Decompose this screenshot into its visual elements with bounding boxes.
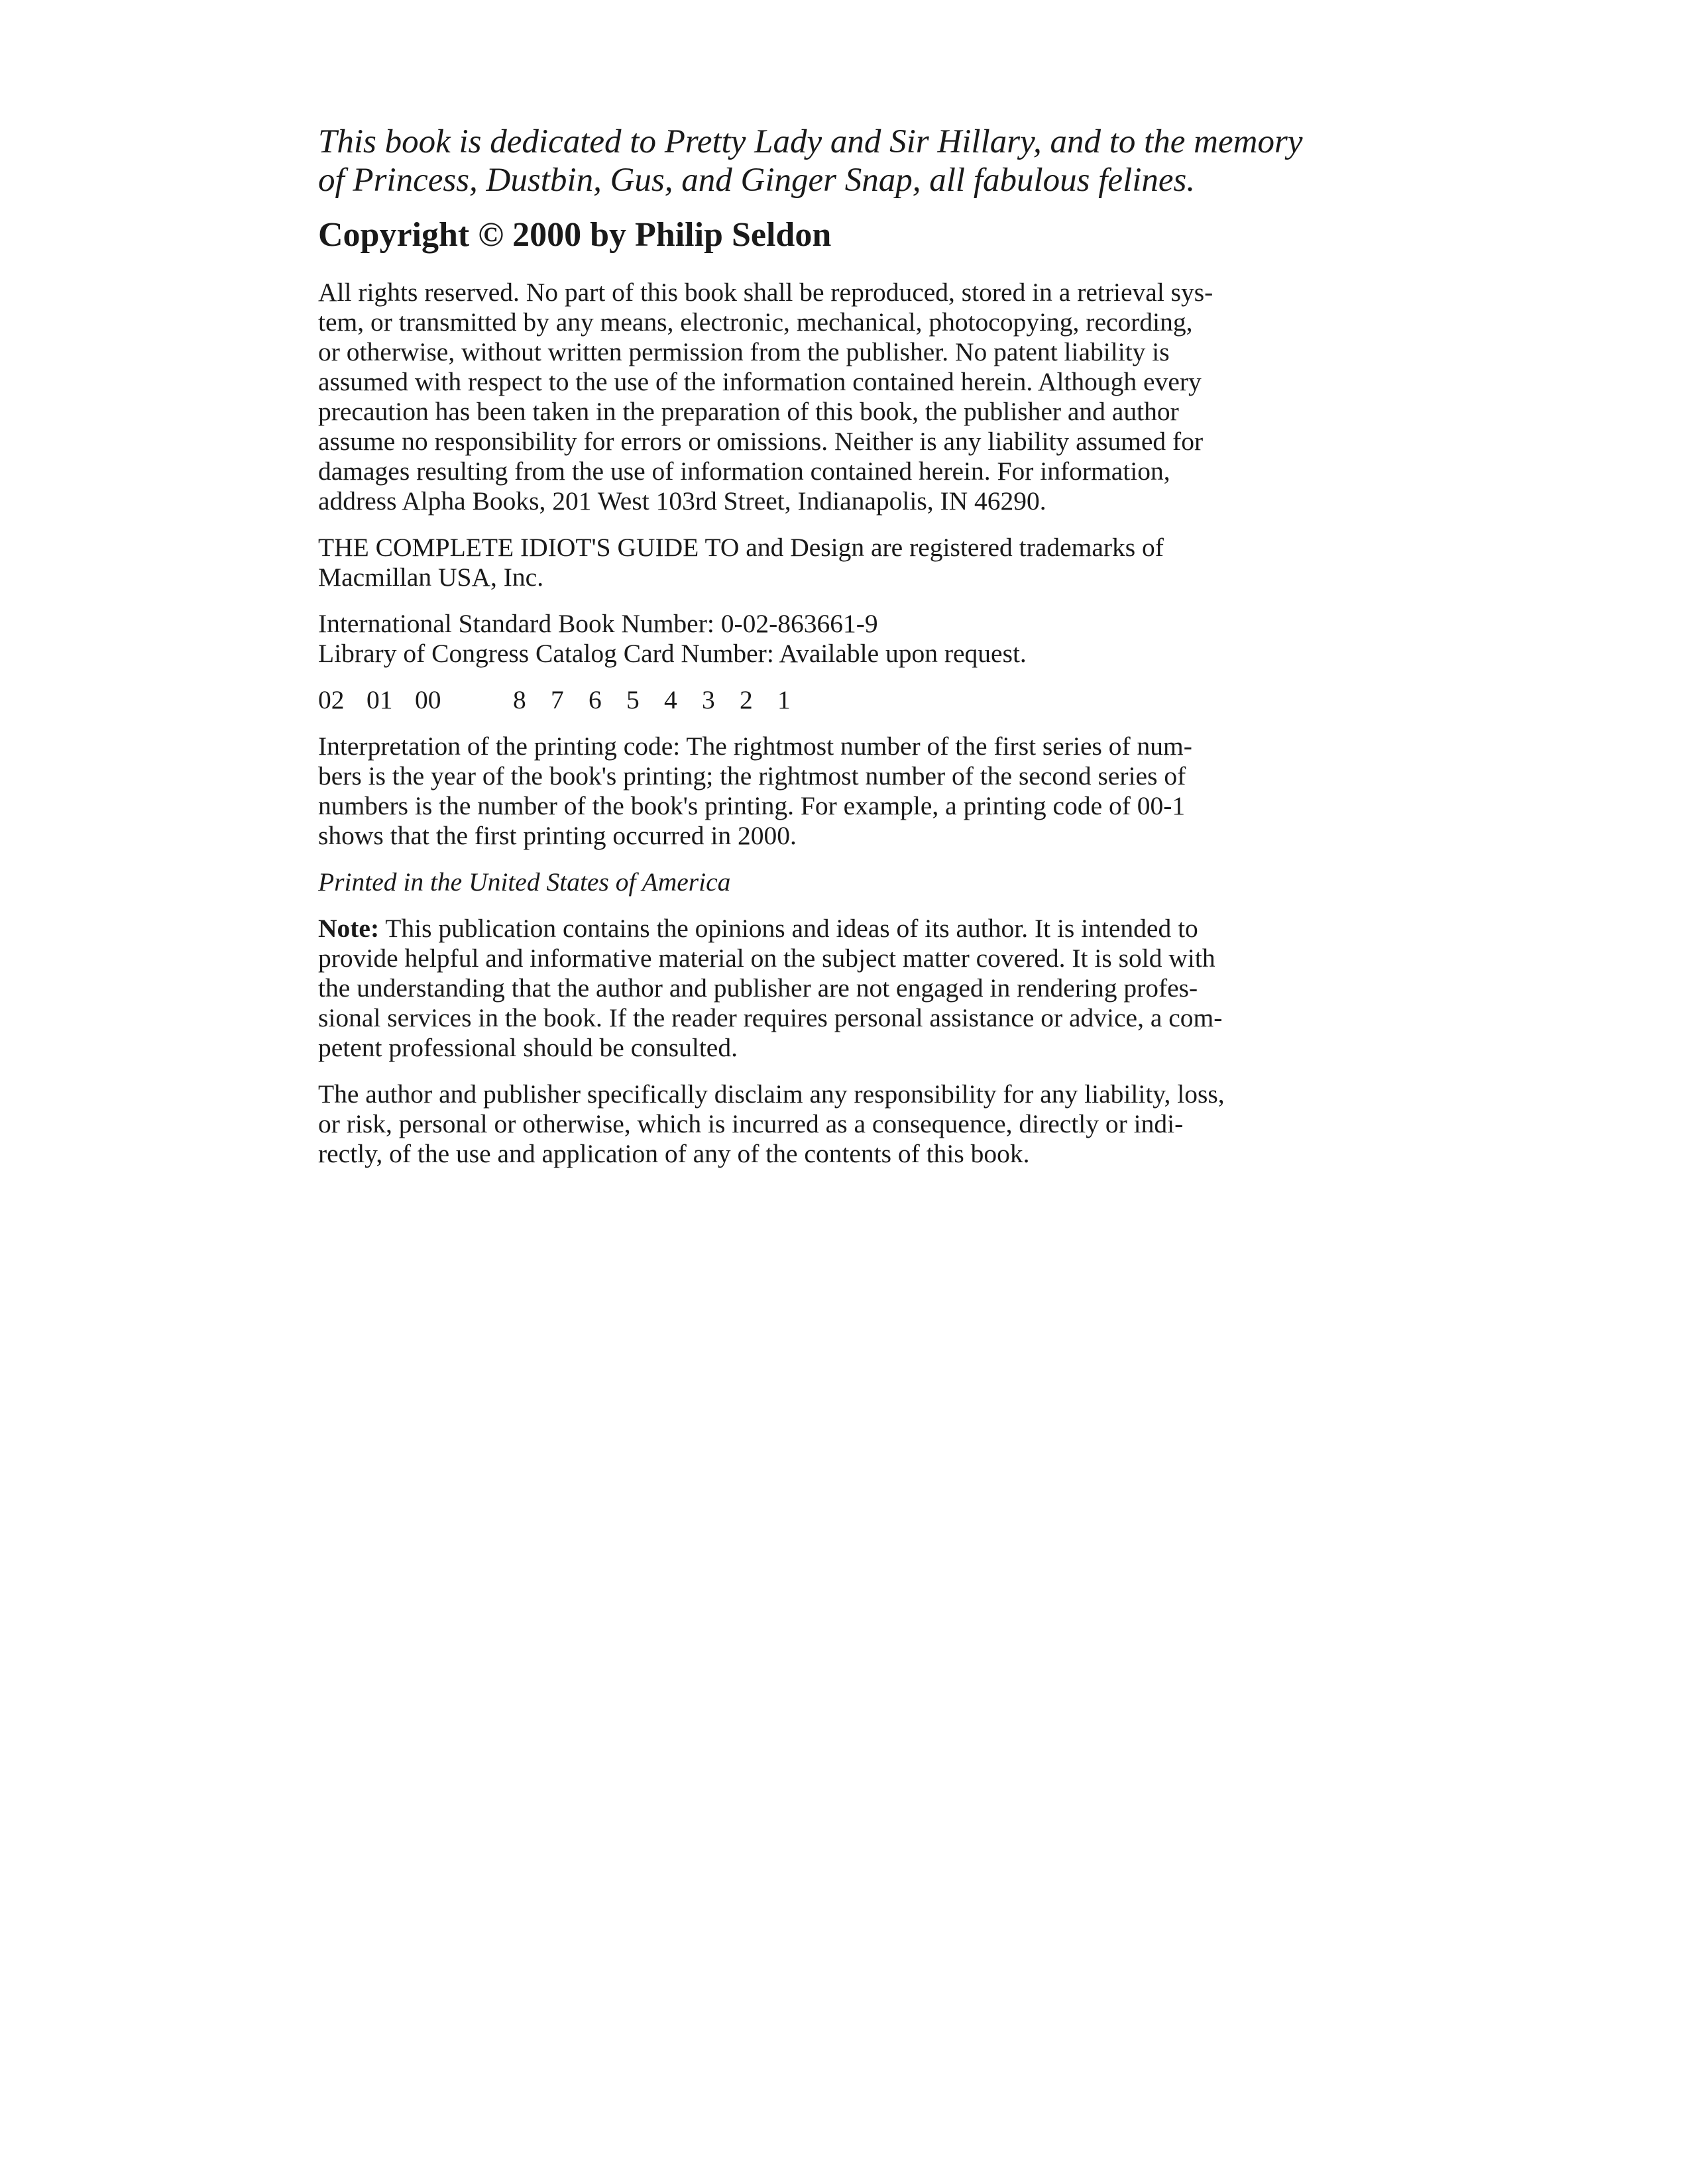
printing-number: 5 (626, 685, 640, 714)
interpretation-line: Interpretation of the printing code: The rightmost number of the first series of num- (318, 732, 1192, 761)
printing-number: 4 (664, 685, 677, 714)
dedication (318, 123, 1379, 199)
rights-line: damages resulting from the use of information contained herein. For information, (318, 457, 1170, 486)
rights-line: or otherwise, without written permission from the publisher. No patent liability is (318, 337, 1170, 366)
rights-line: assumed with respect to the use of the information contained herein. Although every (318, 367, 1202, 396)
rights-line: tem, or transmitted by any means, electronic, mechanical, photocopying, recording, (318, 307, 1193, 337)
note-line: petent professional should be consulted. (318, 1033, 738, 1062)
dedication-line: of Princess, Dustbin, Gus, and Ginger Snap, all fabulous felines. (318, 162, 1196, 199)
disclaimer-paragraph (318, 1079, 1379, 1169)
note-paragraph (318, 914, 1379, 1063)
note-line: provide helpful and informative material on the subject matter covered. It is sold with (318, 944, 1215, 973)
isbn: International Standard Book Number: 0-02-863661-9 (318, 609, 878, 638)
rights-line: assume no responsibility for errors or omissions. Neither is any liability assumed for (318, 427, 1204, 456)
rights-paragraph (318, 278, 1379, 516)
trademark-line: THE COMPLETE IDIOT'S GUIDE TO and Design are registered trademarks of (318, 533, 1164, 562)
disclaimer-line: or risk, personal or otherwise, which is incurred as a consequence, directly or indi- (318, 1109, 1184, 1138)
rights-line: All rights reserved. No part of this book shall be reproduced, stored in a retrieval sys- (318, 278, 1213, 307)
note-label: Note: (318, 914, 380, 943)
printing-number: 2 (740, 685, 753, 714)
rights-line: precaution has been taken in the preparation of this book, the publisher and author (318, 397, 1179, 426)
printing-number: 8 (513, 685, 526, 714)
printing-year: 01 (366, 685, 393, 714)
interpretation-line: numbers is the number of the book's printing. For example, a printing code of 00-1 (318, 791, 1186, 820)
interpretation-paragraph (318, 732, 1379, 851)
disclaimer-line: rectly, of the use and application of any of the contents of this book. (318, 1139, 1030, 1168)
printing-code (318, 685, 1379, 715)
note-line: the understanding that the author and publisher are not engaged in rendering profes- (318, 973, 1198, 1003)
note-line: sional services in the book. If the reader requires personal assistance or advice, a com- (318, 1003, 1223, 1032)
printed-in: Printed in the United States of America (318, 867, 731, 897)
printing-year: 00 (415, 685, 441, 714)
rights-line: address Alpha Books, 201 West 103rd Street, Indianapolis, IN 46290. (318, 486, 1046, 516)
dedication-line: This book is dedicated to Pretty Lady and Sir Hillary, and to the memory (318, 123, 1303, 160)
printing-number: 1 (777, 685, 791, 714)
copyright-page (318, 123, 1379, 1185)
printing-year: 02 (318, 685, 345, 714)
lccn: Library of Congress Catalog Card Number: Available upon request. (318, 639, 1027, 668)
disclaimer-line: The author and publisher specifically disclaim any responsibility for any liability, loss, (318, 1079, 1225, 1109)
printing-number: 3 (702, 685, 715, 714)
interpretation-line: bers is the year of the book's printing; the rightmost number of the second series of (318, 761, 1186, 791)
note-line (318, 914, 1379, 944)
printing-number: 6 (589, 685, 602, 714)
interpretation-line: shows that the first printing occurred in 2000. (318, 821, 797, 850)
printing-number: 7 (551, 685, 564, 714)
note-text: This publication contains the opinions and ideas of its author. It is intended to (379, 914, 1198, 943)
trademark-paragraph (318, 533, 1379, 592)
copyright-title: Copyright © 2000 by Philip Seldon (318, 216, 832, 254)
trademark-line: Macmillan USA, Inc. (318, 563, 544, 592)
catalog-paragraph (318, 609, 1379, 669)
